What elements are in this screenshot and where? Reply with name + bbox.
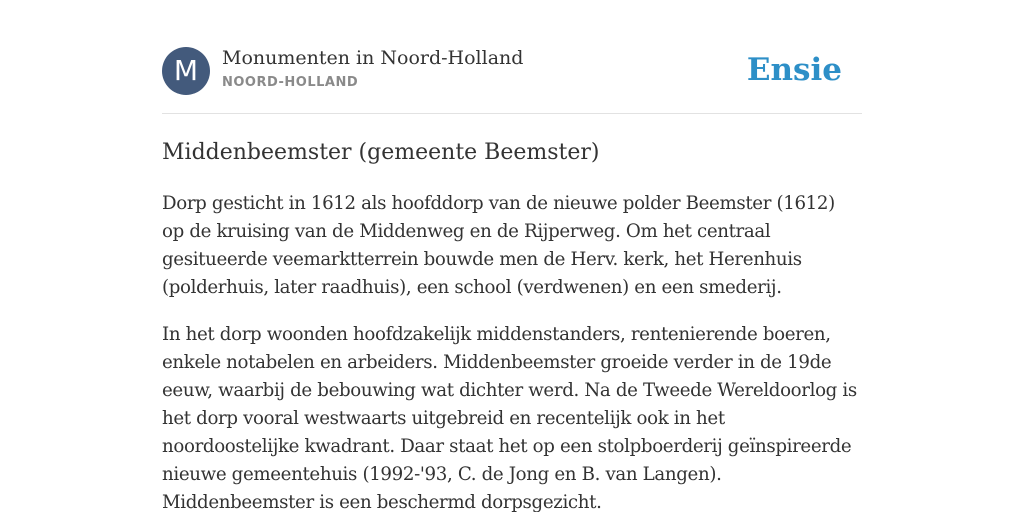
collection-header <box>162 47 862 95</box>
article-paragraph: Dorp gesticht in 1612 als hoofddorp van de nieuwe polder Beemster (1612) op de kruising van de Middenweg en de Rijperweg. Om het centraal gesitueerde veemarktterrein bouwde men de Herv. kerk, het Herenhuis (polderhuis, later raadhuis), een school (verdwenen) en een smederij. <box>162 193 835 298</box>
avatar[interactable]: M <box>162 47 210 95</box>
article-body <box>162 190 862 512</box>
collection-subtitle[interactable]: NOORD-HOLLAND <box>222 75 359 90</box>
divider <box>162 113 862 114</box>
brand-logo[interactable]: Ensie <box>746 52 842 88</box>
article-title: Middenbeemster (gemeente Beemster) <box>162 140 600 165</box>
collection-title[interactable]: Monumenten in Noord-Holland <box>222 47 524 69</box>
article-paragraph: In het dorp woonden hoofdzakelijk middenstanders, rentenierende boeren, enkele notabelen en arbeiders. Middenbeemster groeide verder in de 19de eeuw, waarbij de bebouwing wat dichter werd. Na de Tweede Wereldoorlog is het dorp vooral westwaarts uitgebreid en recentelijk ook in het noordoostelijke kwadrant. Daar staat het op een stolpboerderij geïnspireerde nieuwe gemeentehuis (1992-'93, C. de Jong en B. van Langen). Middenbeemster is een beschermd dorpsgezicht. <box>162 324 857 512</box>
